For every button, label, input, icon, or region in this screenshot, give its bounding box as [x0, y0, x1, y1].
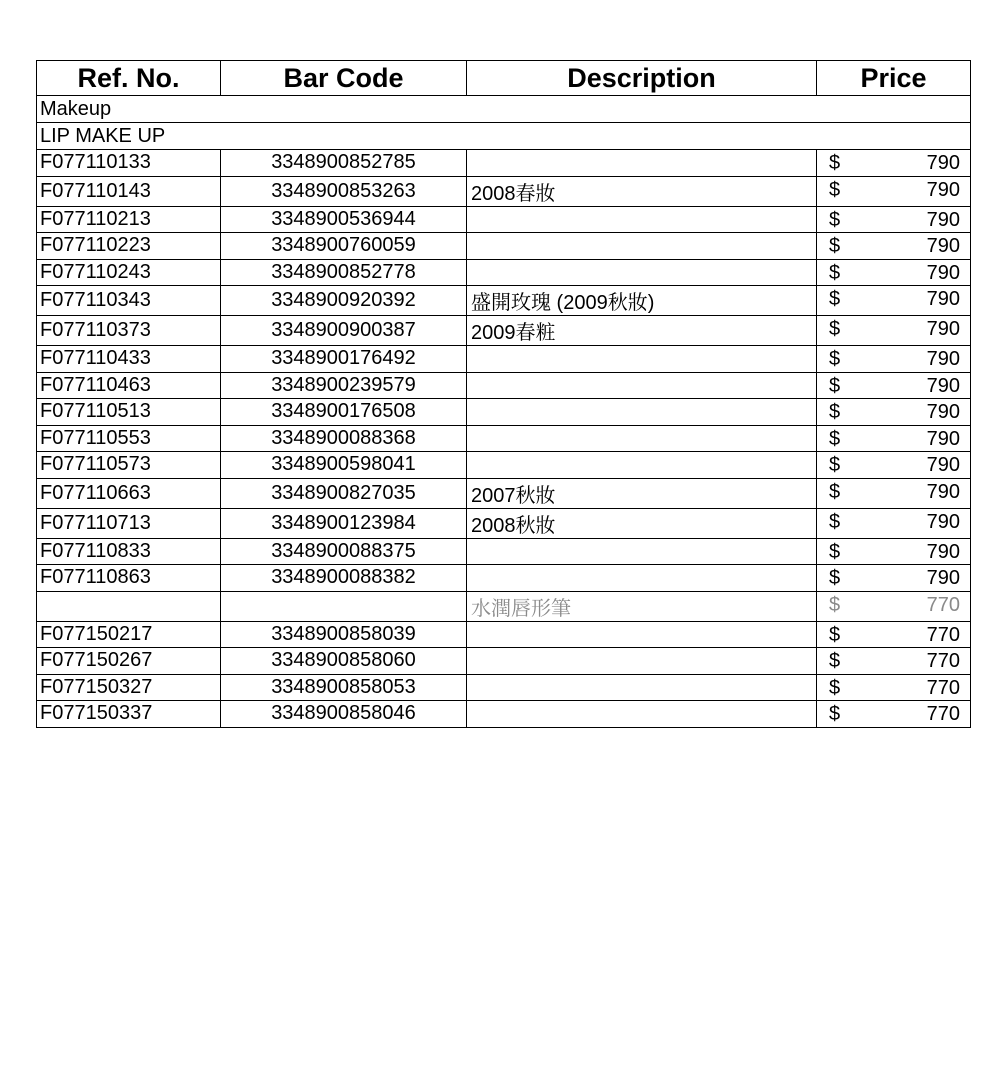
- currency-symbol: $: [829, 623, 841, 646]
- description-cell: 2008春妝: [467, 176, 817, 206]
- table-row: [37, 206, 971, 233]
- table-row: [37, 346, 971, 373]
- bar-code-cell: 3348900858053: [221, 674, 467, 701]
- table-row: [37, 674, 971, 701]
- table-row: [37, 259, 971, 286]
- description-cell: [467, 674, 817, 701]
- description-cell: [467, 425, 817, 452]
- currency-symbol: $: [829, 676, 841, 699]
- price-amount: 790: [926, 427, 960, 450]
- price-header: Price: [817, 61, 971, 96]
- description-cell: [467, 565, 817, 592]
- description-cell: [467, 233, 817, 260]
- table-row: [37, 286, 971, 316]
- price-cell: [817, 452, 971, 479]
- price-amount: 790: [926, 208, 960, 231]
- ref-no-cell: F077110833: [37, 538, 221, 565]
- bar-code-cell: 3348900176492: [221, 346, 467, 373]
- price-amount: 790: [926, 540, 960, 563]
- price-cell: [817, 565, 971, 592]
- table-row: [37, 452, 971, 479]
- ref-no-cell: F077110573: [37, 452, 221, 479]
- description-cell: [467, 150, 817, 177]
- currency-symbol: $: [829, 454, 841, 476]
- section-row-lip-make-up: [37, 123, 971, 150]
- currency-symbol: $: [829, 540, 841, 563]
- bar-code-cell: 3348900900387: [221, 316, 467, 346]
- ref-no-cell: F077110133: [37, 150, 221, 177]
- ref-no-cell: F077150217: [37, 621, 221, 648]
- price-cell: [817, 591, 971, 621]
- price-cell: [817, 621, 971, 648]
- table-row: [37, 316, 971, 346]
- bar-code-cell: 3348900920392: [221, 286, 467, 316]
- description-header: Description: [467, 61, 817, 96]
- price-amount: 770: [926, 593, 960, 616]
- price-cell: [817, 286, 971, 316]
- bar-code-cell: 3348900536944: [221, 206, 467, 233]
- bar-code-cell: 3348900858060: [221, 648, 467, 675]
- currency-symbol: $: [829, 208, 841, 231]
- table-row: [37, 565, 971, 592]
- currency-symbol: $: [829, 650, 841, 672]
- description-cell: [467, 452, 817, 479]
- price-amount: 790: [926, 567, 960, 589]
- price-cell: [817, 372, 971, 399]
- bar-code-header: Bar Code: [221, 61, 467, 96]
- table-row: [37, 425, 971, 452]
- bar-code-cell: [221, 591, 467, 621]
- description-cell: [467, 259, 817, 286]
- price-cell: [817, 259, 971, 286]
- ref-no-cell: F077150337: [37, 701, 221, 728]
- price-cell: [817, 478, 971, 508]
- currency-symbol: $: [829, 318, 841, 340]
- table-row: [37, 621, 971, 648]
- ref-no-cell: F077110513: [37, 399, 221, 426]
- description-cell: [467, 621, 817, 648]
- description-cell: [467, 372, 817, 399]
- currency-symbol: $: [829, 348, 841, 370]
- bar-code-cell: 3348900827035: [221, 478, 467, 508]
- ref-no-cell: F077150327: [37, 674, 221, 701]
- ref-no-cell: [37, 591, 221, 621]
- description-cell: 2008秋妝: [467, 508, 817, 538]
- section-label: Makeup: [37, 96, 971, 123]
- table-row: [37, 478, 971, 508]
- price-cell: [817, 425, 971, 452]
- ref-no-cell: F077110223: [37, 233, 221, 260]
- table-row: [37, 701, 971, 728]
- currency-symbol: $: [829, 567, 841, 589]
- price-cell: [817, 508, 971, 538]
- currency-symbol: $: [829, 152, 841, 174]
- currency-symbol: $: [829, 480, 841, 503]
- currency-symbol: $: [829, 235, 841, 257]
- price-cell: [817, 648, 971, 675]
- price-amount: 790: [926, 178, 960, 201]
- bar-code-cell: 3348900852785: [221, 150, 467, 177]
- bar-code-cell: 3348900852778: [221, 259, 467, 286]
- table-row: [37, 508, 971, 538]
- bar-code-cell: 3348900176508: [221, 399, 467, 426]
- description-cell: 水潤唇形筆: [467, 591, 817, 621]
- currency-symbol: $: [829, 510, 841, 533]
- price-amount: 770: [926, 703, 960, 725]
- ref-no-cell: F077110553: [37, 425, 221, 452]
- price-amount: 790: [926, 152, 960, 174]
- ref-no-cell: F077110863: [37, 565, 221, 592]
- price-amount: 790: [926, 348, 960, 370]
- bar-code-cell: 3348900088382: [221, 565, 467, 592]
- price-cell: [817, 150, 971, 177]
- ref-no-cell: F077110213: [37, 206, 221, 233]
- currency-symbol: $: [829, 288, 841, 310]
- description-cell: [467, 399, 817, 426]
- ref-no-cell: F077110663: [37, 478, 221, 508]
- description-cell: 盛開玫瑰 (2009秋妝): [467, 286, 817, 316]
- bar-code-cell: 3348900088375: [221, 538, 467, 565]
- bar-code-cell: 3348900598041: [221, 452, 467, 479]
- price-amount: 770: [926, 650, 960, 672]
- price-amount: 790: [926, 261, 960, 284]
- price-cell: [817, 674, 971, 701]
- price-amount: 790: [926, 480, 960, 503]
- section-row-makeup: [37, 96, 971, 123]
- price-amount: 790: [926, 235, 960, 257]
- price-cell: [817, 206, 971, 233]
- price-amount: 790: [926, 288, 960, 310]
- price-amount: 790: [926, 454, 960, 476]
- bar-code-cell: 3348900760059: [221, 233, 467, 260]
- table-row: [37, 372, 971, 399]
- price-amount: 790: [926, 318, 960, 340]
- bar-code-cell: 3348900239579: [221, 372, 467, 399]
- bar-code-cell: 3348900123984: [221, 508, 467, 538]
- table-row: [37, 176, 971, 206]
- bar-code-cell: 3348900858046: [221, 701, 467, 728]
- currency-symbol: $: [829, 427, 841, 450]
- currency-symbol: $: [829, 374, 841, 397]
- price-amount: 770: [926, 676, 960, 699]
- currency-symbol: $: [829, 593, 841, 616]
- ref-no-header: Ref. No.: [37, 61, 221, 96]
- ref-no-cell: F077110373: [37, 316, 221, 346]
- table-row: [37, 233, 971, 260]
- ref-no-cell: F077110713: [37, 508, 221, 538]
- price-cell: [817, 316, 971, 346]
- price-cell: [817, 701, 971, 728]
- ref-no-cell: F077110143: [37, 176, 221, 206]
- currency-symbol: $: [829, 401, 841, 423]
- bar-code-cell: 3348900858039: [221, 621, 467, 648]
- currency-symbol: $: [829, 178, 841, 201]
- table-row: [37, 648, 971, 675]
- section-label: LIP MAKE UP: [37, 123, 971, 150]
- ref-no-cell: F077110343: [37, 286, 221, 316]
- description-cell: [467, 346, 817, 373]
- price-cell: [817, 233, 971, 260]
- description-cell: [467, 648, 817, 675]
- ref-no-cell: F077110243: [37, 259, 221, 286]
- currency-symbol: $: [829, 261, 841, 284]
- price-list-table: [36, 60, 971, 728]
- price-amount: 790: [926, 510, 960, 533]
- price-cell: [817, 399, 971, 426]
- ref-no-cell: F077110463: [37, 372, 221, 399]
- price-cell: [817, 538, 971, 565]
- ref-no-cell: F077150267: [37, 648, 221, 675]
- header-row: [37, 61, 971, 96]
- currency-symbol: $: [829, 703, 841, 725]
- description-cell: 2009春粧: [467, 316, 817, 346]
- table-row: [37, 538, 971, 565]
- price-cell: [817, 176, 971, 206]
- price-amount: 790: [926, 401, 960, 423]
- description-cell: [467, 701, 817, 728]
- price-amount: 790: [926, 374, 960, 397]
- table-row: [37, 591, 971, 621]
- bar-code-cell: 3348900853263: [221, 176, 467, 206]
- ref-no-cell: F077110433: [37, 346, 221, 373]
- table-row: [37, 399, 971, 426]
- description-cell: [467, 538, 817, 565]
- bar-code-cell: 3348900088368: [221, 425, 467, 452]
- description-cell: [467, 206, 817, 233]
- description-cell: 2007秋妝: [467, 478, 817, 508]
- price-cell: [817, 346, 971, 373]
- table-row: [37, 150, 971, 177]
- price-amount: 770: [926, 623, 960, 646]
